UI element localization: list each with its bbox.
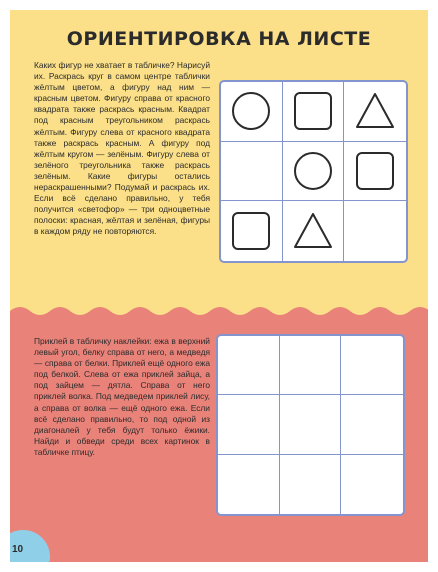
task2-instructions: Приклей в табличку наклейки: ежа в верхний левый угол, белку справа от него, а медведя — справа от белки. Приклей ещё одного ежа под белкой. Слева от ежа приклей зайца, а под зайцем — дятла. Справа от него приклей волка. Под медведем приклей лису, а справа от волка — ещё одного ежа. Если всё сделано правильно, то под одной из диагоналей у тебя будут только ёжики. Найди и обведи среди всех картинок в табличке птицу. <box>34 336 210 457</box>
page-number: 10 <box>12 544 24 555</box>
triangle-icon <box>292 210 334 252</box>
sticker-cell-r2c3[interactable] <box>341 395 403 454</box>
circle-icon <box>230 90 272 132</box>
grid-cell-r2c3[interactable] <box>344 142 406 202</box>
sticker-cell-r1c1[interactable] <box>218 336 280 395</box>
wavy-divider <box>10 303 428 329</box>
sticker-grid <box>216 334 405 516</box>
triangle-icon <box>354 90 396 132</box>
sticker-cell-r3c1[interactable] <box>218 455 280 514</box>
sticker-cell-r3c2[interactable] <box>280 455 342 514</box>
square-icon <box>354 150 396 192</box>
page-number-badge <box>10 530 50 562</box>
grid-cell-r1c2[interactable] <box>283 82 345 142</box>
page-title: ОРИЕНТИРОВКА НА ЛИСТЕ <box>66 28 372 50</box>
square-icon <box>292 90 334 132</box>
sticker-cell-r2c2[interactable] <box>280 395 342 454</box>
grid-cell-r2c2[interactable] <box>283 142 345 202</box>
grid-cell-r3c3-empty[interactable] <box>344 201 406 261</box>
circle-icon <box>292 150 334 192</box>
sticker-cell-r1c2[interactable] <box>280 336 342 395</box>
grid-cell-r3c2[interactable] <box>283 201 345 261</box>
workbook-page <box>10 10 428 562</box>
sticker-cell-r2c1[interactable] <box>218 395 280 454</box>
task1-instructions: Каких фигур не хватает в табличке? Нарисуй их. Раскрась круг в самом центре таблички жёлтым цветом, а фигуру над ним — красным цветом. Фигуру справа от красного квадрата также раскрась красным. Квадрат под красным треугольником раскрась жёлтым. Фигуру слева от красного квадрата также раскрась красным. А фигуру под жёлтым кругом — зелёным. Фигуру слева от зелёного треугольника также раскрась зелёным. Какие фигуры остались нераскрашенными? Подумай и раскрась их. Если всё сделано правильно, у тебя получится «светофор» — три одноцветные полоски: красная, жёлтая и зелёная, фигуры в каждом ряду не повторяются. <box>34 60 210 237</box>
grid-cell-r1c3[interactable] <box>344 82 406 142</box>
square-icon <box>230 210 272 252</box>
sticker-cell-r1c3[interactable] <box>341 336 403 395</box>
shapes-grid <box>219 80 408 263</box>
sticker-cell-r3c3[interactable] <box>341 455 403 514</box>
grid-cell-r3c1[interactable] <box>221 201 283 261</box>
grid-cell-r2c1-empty[interactable] <box>221 142 283 202</box>
grid-cell-r1c1[interactable] <box>221 82 283 142</box>
